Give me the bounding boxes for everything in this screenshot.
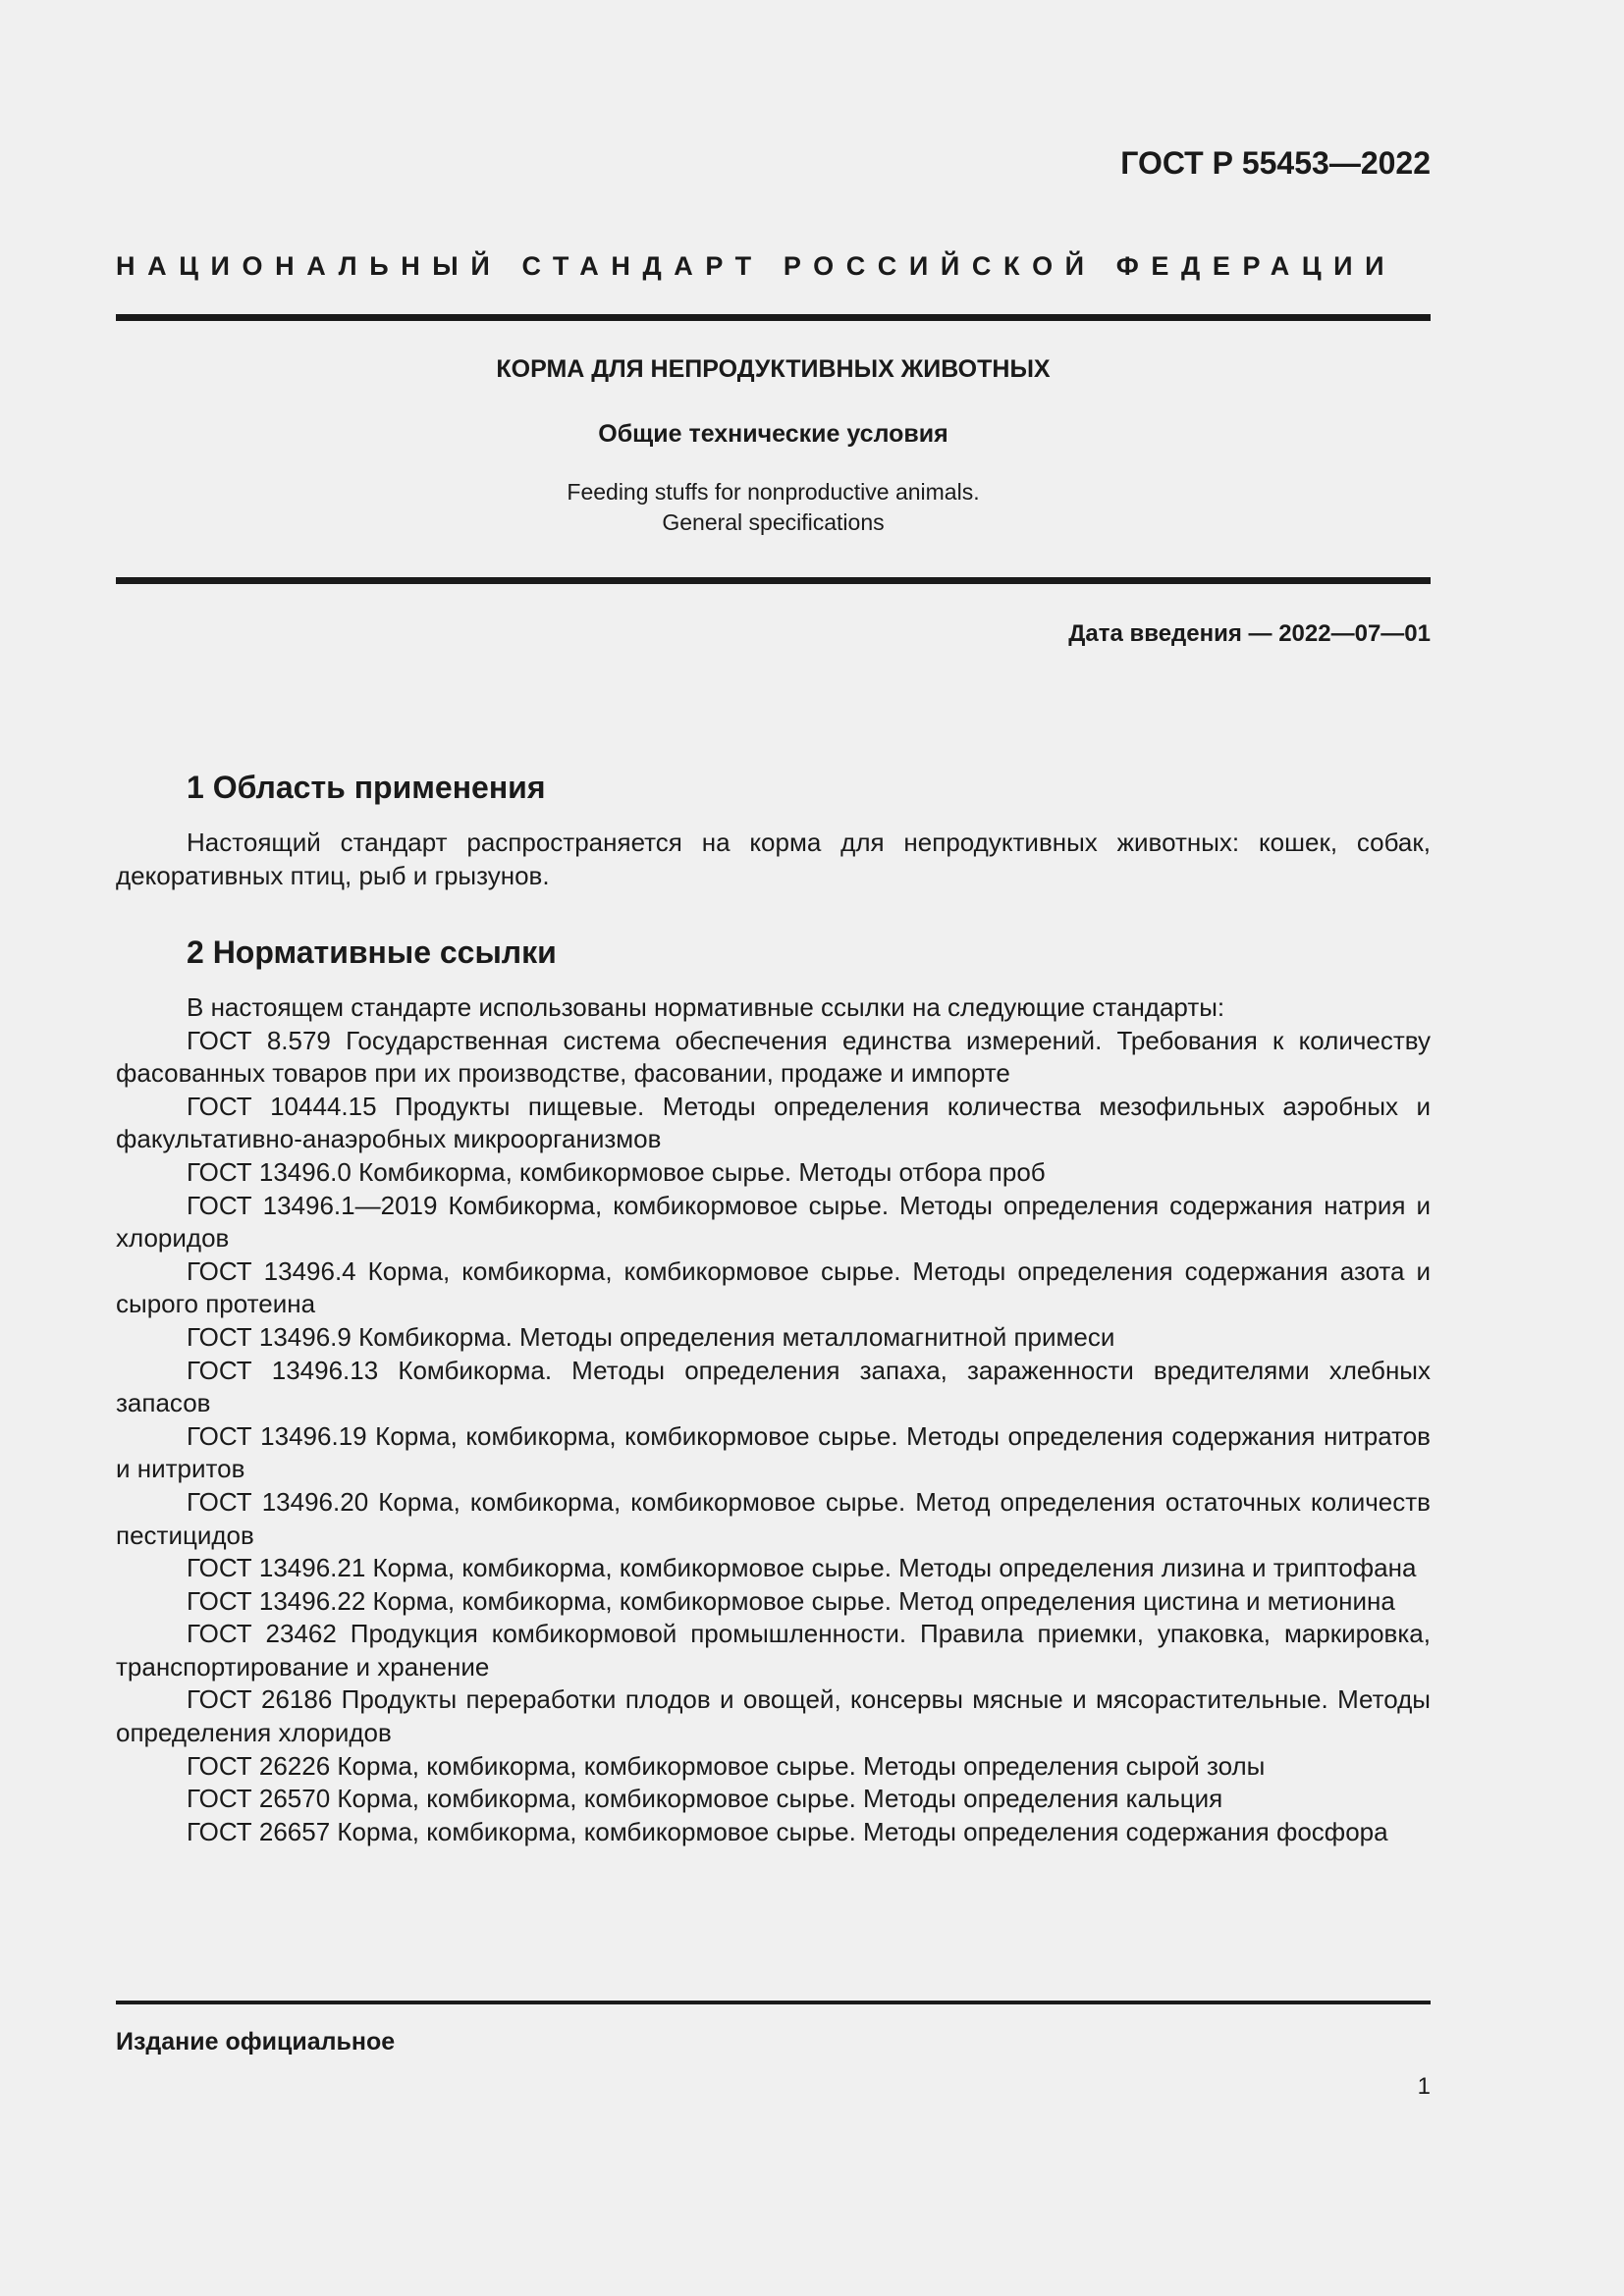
introduction-date: Дата введения — 2022—07—01 bbox=[1068, 620, 1431, 647]
reference-item: ГОСТ 13496.0 Комбикорма, комбикормовое сырье. Методы отбора проб bbox=[187, 1156, 1046, 1187]
document-subtitle: Общие технические условия bbox=[598, 420, 948, 448]
reference-item: ГОСТ 26657 Корма, комбикорма, комбикормовое сырье. Методы определения содержания фосфора bbox=[187, 1816, 1388, 1846]
document-title: КОРМА ДЛЯ НЕПРОДУКТИВНЫХ ЖИВОТНЫХ bbox=[496, 355, 1051, 383]
document-page bbox=[116, 0, 1431, 2296]
reference-item: ГОСТ 13496.13 Комбикорма. Методы определения запаха, зараженности вредителями хлебных запасов bbox=[116, 1355, 1431, 1418]
reference-item: ГОСТ 26186 Продукты переработки плодов и овощей, консервы мясные и мясорастительные. Методы определения хлоридов bbox=[116, 1684, 1431, 1748]
top-divider bbox=[116, 314, 1431, 321]
page-number: 1 bbox=[1417, 2073, 1431, 2100]
footer-divider bbox=[116, 2001, 1431, 2004]
english-title-line-1: Feeding stuffs for nonproductive animals. bbox=[567, 479, 980, 505]
english-title bbox=[116, 477, 1431, 538]
document-code: ГОСТ Р 55453—2022 bbox=[1120, 145, 1431, 181]
reference-item: ГОСТ 26570 Корма, комбикорма, комбикормовое сырье. Методы определения кальция bbox=[187, 1784, 1223, 1814]
reference-item: ГОСТ 13496.20 Корма, комбикорма, комбикормовое сырье. Метод определения остаточных количеств пестицидов bbox=[116, 1486, 1431, 1550]
section-paragraph: Настоящий стандарт распространяется на корма для непродуктивных животных: кошек, собак, декоративных птиц, рыб и грызунов. bbox=[116, 828, 1431, 890]
reference-item: ГОСТ 26226 Корма, комбикорма, комбикормовое сырье. Методы определения сырой золы bbox=[187, 1750, 1266, 1781]
official-edition-label: Издание официальное bbox=[116, 2028, 396, 2056]
middle-divider bbox=[116, 577, 1431, 584]
reference-item: ГОСТ 13496.1—2019 Комбикорма, комбикормовое сырье. Методы определения содержания натрия и хлоридов bbox=[116, 1190, 1431, 1254]
section-heading: 2 Нормативные ссылки bbox=[187, 934, 557, 970]
reference-item: ГОСТ 8.579 Государственная система обеспечения единства измерений. Требования к количеству фасованных товаров при их производстве, фасовании, продаже и импорте bbox=[116, 1025, 1431, 1089]
reference-intro: В настоящем стандарте использованы нормативные ссылки на следующие стандарты: bbox=[187, 992, 1225, 1022]
title-block bbox=[116, 351, 1431, 538]
section-normative-references bbox=[116, 933, 1431, 1848]
national-standard-banner: НАЦИОНАЛЬНЫЙ СТАНДАРТ РОССИЙСКОЙ ФЕДЕРАЦИИ bbox=[116, 251, 1397, 281]
reference-item: ГОСТ 13496.21 Корма, комбикорма, комбикормовое сырье. Методы определения лизина и триптофана bbox=[187, 1553, 1417, 1583]
reference-item: ГОСТ 23462 Продукция комбикормовой промышленности. Правила приемки, упаковка, маркировка, транспортирование и хранение bbox=[116, 1619, 1431, 1682]
reference-item: ГОСТ 10444.15 Продукты пищевые. Методы определения количества мезофильных аэробных и факультативно-анаэробных микроорганизмов bbox=[116, 1091, 1431, 1154]
reference-item: ГОСТ 13496.9 Комбикорма. Методы определения металломагнитной примеси bbox=[187, 1321, 1115, 1352]
reference-item: ГОСТ 13496.4 Корма, комбикорма, комбикормовое сырье. Методы определения содержания азота и сырого протеина bbox=[116, 1255, 1431, 1319]
section-heading: 1 Область применения bbox=[187, 770, 546, 805]
references-list bbox=[116, 991, 1431, 1848]
english-title-line-2: General specifications bbox=[662, 509, 885, 535]
reference-item: ГОСТ 13496.19 Корма, комбикорма, комбикормовое сырье. Методы определения содержания нитратов и нитритов bbox=[116, 1420, 1431, 1484]
section-scope bbox=[116, 768, 1431, 892]
reference-item: ГОСТ 13496.22 Корма, комбикорма, комбикормовое сырье. Метод определения цистина и метионина bbox=[187, 1585, 1395, 1616]
